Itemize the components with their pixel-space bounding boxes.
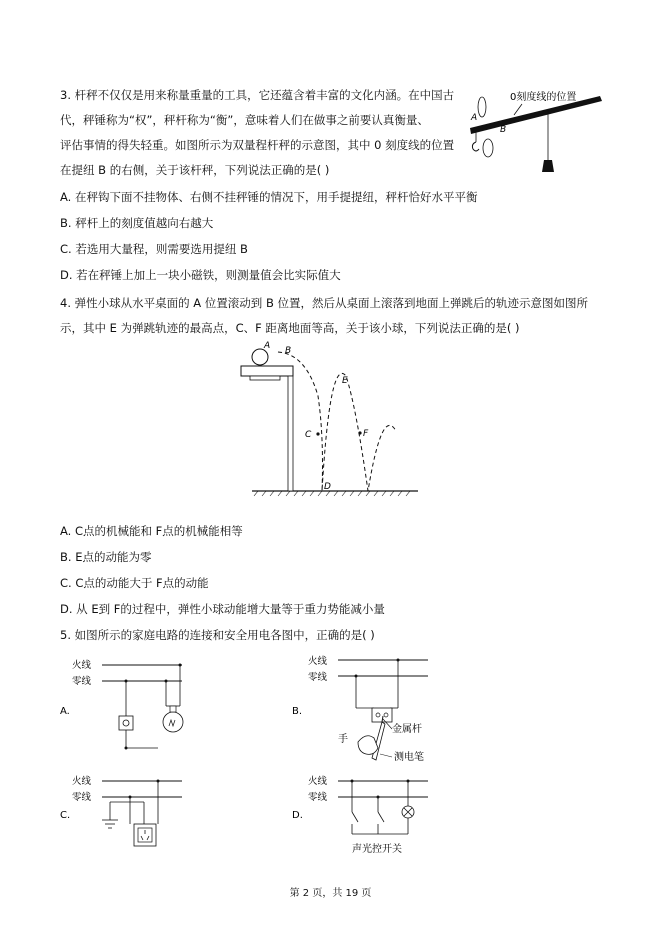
- steelyard-figure: [462, 82, 607, 182]
- q3-stem-line-3: 评估事情的得失轻重。如图所示为双量程杆秤的示意图，其中 0 刻度线的位置: [60, 138, 455, 152]
- table-top: [241, 366, 293, 376]
- hook-icon: [472, 142, 479, 151]
- upper-knob-icon: [478, 97, 486, 117]
- label-d: D: [324, 482, 331, 492]
- page-footer: 第 2 页，共 19 页: [289, 888, 372, 899]
- neutral-wire-label: 零线: [308, 672, 328, 683]
- q3-stem-line-4: 在提纽 B 的右侧，关于该杆秤，下列说法正确的是( ): [60, 163, 330, 177]
- q3-option-a: A. 在秤钩下面不挂物体、右侧不挂秤锤的情况下，用手提提纽，秤杆恰好水平平衡: [60, 190, 478, 204]
- label-c: C: [305, 430, 312, 440]
- option-d-label: D.: [292, 810, 303, 821]
- bulb-icon: [163, 712, 183, 732]
- counterweight-icon: [542, 160, 554, 172]
- hand-label: 手: [338, 734, 348, 745]
- option-a-label: A.: [60, 706, 70, 717]
- circuit-d-figure: [290, 772, 450, 862]
- neutral-wire-label: 零线: [72, 676, 92, 687]
- label-a: A: [471, 113, 478, 123]
- label-e: E: [342, 376, 348, 386]
- table-leg: [288, 376, 293, 491]
- q3-stem-line-2: 代，秤锤称为“权”，秤杆称为“衡”，意味着人们在做事之前要认真衡量、: [60, 113, 429, 127]
- q5-stem: 5. 如图所示的家庭电路的连接和安全用电各图中，正确的是( ): [60, 628, 375, 642]
- switch-1-icon: [352, 812, 358, 822]
- q3-option-c: C. 若选用大量程，则需要选用提纽 B: [60, 242, 248, 256]
- circuit-a-figure: [58, 656, 198, 760]
- socket-icon: [119, 716, 133, 730]
- circuit-c-figure: [58, 772, 198, 852]
- neutral-wire-label: 零线: [308, 792, 328, 803]
- live-wire-label: 火线: [308, 656, 328, 667]
- label-f: F: [363, 429, 369, 439]
- option-c-label: C.: [60, 810, 71, 821]
- lower-knob-icon: [483, 139, 493, 157]
- q4-stem-line-2: 示，其中 E 为弹跳轨迹的最高点，C、F 距离地面等高，关于该小球，下列说法正确的是( ): [60, 321, 520, 335]
- bounce-trajectory: [278, 352, 396, 491]
- ground-hatching: [254, 491, 410, 496]
- bounce-figure: [238, 336, 418, 498]
- sound-light-switch-label: 声光控开关: [352, 844, 402, 855]
- label-a: A: [264, 341, 271, 351]
- q4-option-b: B. E点的动能为零: [60, 550, 152, 564]
- test-pen-label: 测电笔: [394, 752, 424, 763]
- zero-mark-label: 0刻度线的位置: [510, 92, 577, 103]
- switch-2-icon: [378, 812, 384, 822]
- q4-option-a: A. C点的机械能和 F点的机械能相等: [60, 524, 243, 538]
- q3-option-d: D. 若在秤锤上加上一块小磁铁，则测量值会比实际值大: [60, 268, 341, 282]
- live-wire-label: 火线: [72, 660, 92, 671]
- label-b: B: [285, 346, 292, 356]
- circuit-b-figure: [290, 650, 450, 770]
- live-wire-label: 火线: [308, 776, 328, 787]
- live-wire-label: 火线: [72, 776, 92, 787]
- hand-icon: [358, 736, 378, 755]
- label-b: B: [500, 125, 507, 135]
- q4-stem-line-1: 4. 弹性小球从水平桌面的 A 位置滚动到 B 位置，然后从桌面上滚落到地面上弹跳后的轨迹示意图如图所: [60, 296, 589, 310]
- metal-rod-label: 金属杆: [392, 724, 422, 735]
- q3-option-b: B. 秤杆上的刻度值越向右越大: [60, 216, 214, 230]
- option-b-label: B.: [292, 706, 303, 717]
- ball-icon: [252, 349, 268, 365]
- q3-stem-line-1: 3. 杆秤不仅仅是用来称量重量的工具，它还蕴含着丰富的文化内涵。在中国古: [60, 88, 455, 102]
- q4-option-d: D. 从 E到 F的过程中，弹性小球动能增大量等于重力势能减小量: [60, 602, 385, 616]
- q4-option-c: C. C点的动能大于 F点的动能: [60, 576, 209, 590]
- neutral-wire-label: 零线: [72, 792, 92, 803]
